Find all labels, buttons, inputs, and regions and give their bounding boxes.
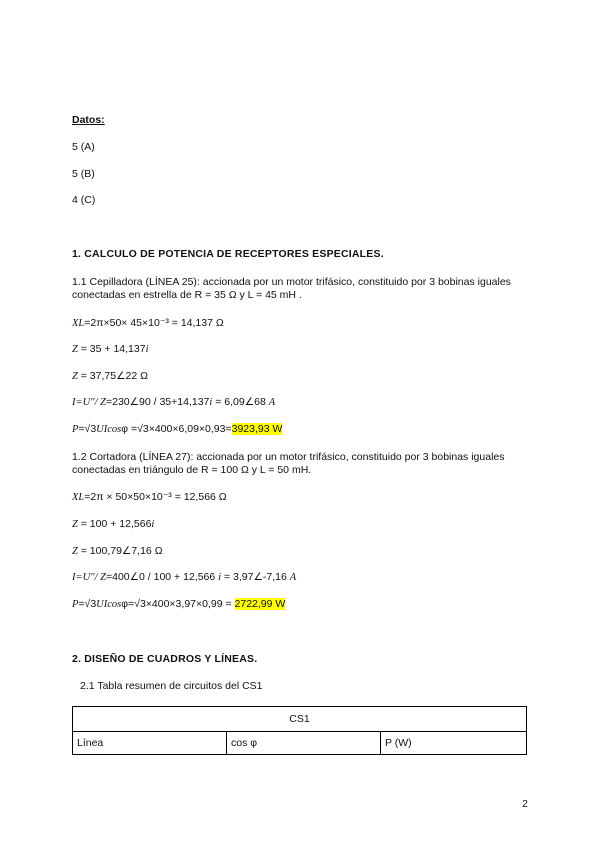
column-header-cos-phi: cos φ bbox=[227, 732, 381, 755]
power-result-highlight: 2722,99 W bbox=[234, 598, 286, 610]
z-rect-expression: = 100 + 12,566 bbox=[77, 518, 152, 530]
power-expression-b: φ =√3×400×6,09×0,93= bbox=[121, 423, 232, 435]
item1-intro: 1.1 Cepilladora (LÍNEA 25): accionada por un motor trifásico, constituido por 3 bobinas iguales conectadas en estrella de R = 35 Ω y L = 45 mH . bbox=[72, 276, 511, 301]
xl-expression: =2π×50× 45×10⁻³ = 14,137 Ω bbox=[84, 317, 224, 329]
item1-z-rect-line bbox=[72, 343, 149, 355]
power-result-highlight: 3923,93 W bbox=[231, 423, 283, 435]
section1-heading: 1. CALCULO DE POTENCIA DE RECEPTORES ESPECIALES. bbox=[72, 248, 384, 260]
current-variable: I=U"/ Z bbox=[72, 397, 106, 408]
power-expression-italic: UIcos bbox=[96, 424, 122, 435]
datos-item-b: 5 (B) bbox=[72, 168, 95, 180]
power-variable: P bbox=[72, 424, 79, 435]
section2-heading: 2. DISEÑO DE CUADROS Y LÍNEAS. bbox=[72, 653, 258, 665]
item2-power-line bbox=[72, 598, 285, 610]
current-expression: =400∠0 / 100 + 12,566 bbox=[105, 571, 219, 583]
item1-current-line bbox=[72, 396, 275, 408]
datos-item-c: 4 (C) bbox=[72, 194, 96, 206]
item1-xl-line bbox=[72, 317, 224, 329]
item2-current-line bbox=[72, 571, 296, 583]
z-variable: Z bbox=[72, 546, 78, 557]
xl-variable: XL bbox=[72, 318, 85, 329]
z-polar-expression: = 37,75∠22 Ω bbox=[77, 370, 148, 382]
z-variable: Z bbox=[72, 371, 78, 382]
current-result: = 6,09∠68 bbox=[212, 396, 269, 408]
power-expression-italic: UIcos bbox=[96, 599, 122, 610]
table-title-cell: CS1 bbox=[73, 707, 527, 732]
current-unit: A bbox=[268, 397, 276, 408]
z-variable: Z bbox=[72, 519, 78, 530]
item2-z-polar-line bbox=[72, 545, 163, 557]
z-variable: Z bbox=[72, 344, 78, 355]
item2-intro: 1.2 Cortadora (LÍNEA 27): accionada por un motor trifásico, constituido por 3 bobinas iguales conectadas en triángulo de R = 100 Ω y L = 50 mH. bbox=[72, 451, 505, 476]
table-column-row bbox=[73, 732, 527, 755]
column-header-linea: Línea bbox=[73, 732, 227, 755]
item1-power-line bbox=[72, 423, 282, 435]
current-expression: =230∠90 / 35+14,137 bbox=[105, 396, 210, 408]
power-expression-a: =√3 bbox=[78, 598, 97, 610]
current-result: = 3,97∠-7,16 bbox=[221, 571, 290, 583]
datos-item-a: 5 (A) bbox=[72, 141, 95, 153]
item2-z-rect-line bbox=[72, 518, 154, 530]
section2-subheading: 2.1 Tabla resumen de circuitos del CS1 bbox=[80, 680, 263, 692]
item1-z-polar-line bbox=[72, 370, 148, 382]
imaginary-unit: i bbox=[145, 344, 149, 355]
z-rect-expression: = 35 + 14,137 bbox=[77, 343, 146, 355]
current-variable: I=U"/ Z bbox=[72, 572, 106, 583]
column-header-power: P (W) bbox=[381, 732, 527, 755]
page-number: 2 bbox=[522, 798, 528, 810]
current-unit: A bbox=[289, 572, 297, 583]
power-expression-a: =√3 bbox=[78, 423, 97, 435]
cs1-summary-table bbox=[72, 706, 527, 755]
power-expression-b: φ=√3×400×3,97×0,99 = bbox=[121, 598, 235, 610]
imaginary-unit: i bbox=[151, 519, 155, 530]
imaginary-unit: i bbox=[218, 572, 222, 583]
power-variable: P bbox=[72, 599, 79, 610]
item2-xl-line bbox=[72, 491, 227, 503]
z-polar-expression: = 100,79∠7,16 Ω bbox=[77, 545, 163, 557]
imaginary-unit: i bbox=[209, 397, 213, 408]
xl-expression: =2π × 50×50×10⁻³ = 12,566 Ω bbox=[84, 491, 227, 503]
datos-title: Datos: bbox=[72, 114, 105, 126]
xl-variable: XL bbox=[72, 492, 85, 503]
table-header-row bbox=[73, 707, 527, 732]
